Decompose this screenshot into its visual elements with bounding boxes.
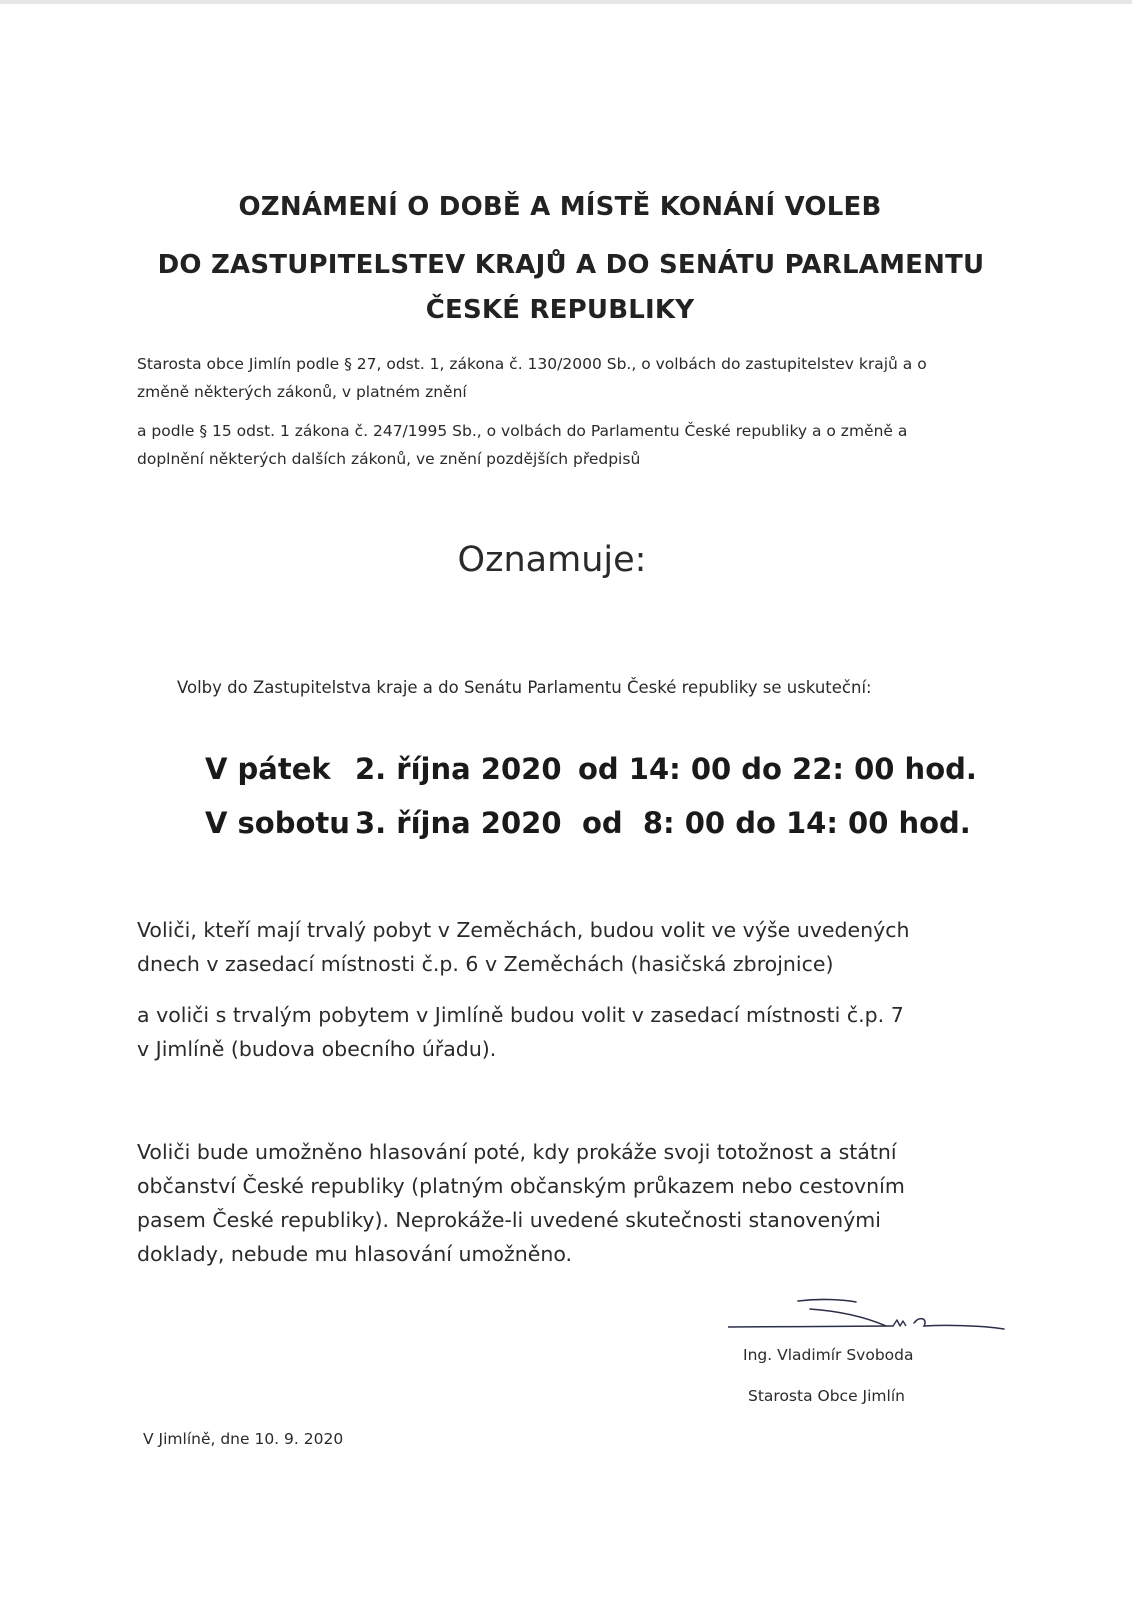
date-1-day: V pátek [205, 752, 331, 786]
date-2-date: 3. října 2020 [355, 806, 562, 840]
location-text-1-line-1: Voliči, kteří mají trvalý pobyt v Zeměchách, budou volit ve výše uvedených [137, 918, 910, 942]
location-text-2-line-2: v Jimlíně (budova obecního úřadu). [137, 1037, 497, 1061]
title-line-2: DO ZASTUPITELSTEV KRAJŮ A DO SENÁTU PARLAMENTU [157, 250, 985, 280]
signatory-role: Starosta Obce Jimlín [748, 1387, 905, 1405]
identity-text-line-1: Voliči bude umožněno hlasování poté, kdy prokáže svoji totožnost a státní [137, 1140, 897, 1164]
legal-text-1-line-1: Starosta obce Jimlín podle § 27, odst. 1, zákona č. 130/2000 Sb., o volbách do zastupitelstev krajů a o [137, 355, 927, 373]
place-date: V Jimlíně, dne 10. 9. 2020 [143, 1430, 344, 1448]
handwritten-signature [728, 1295, 1028, 1345]
location-text-2-line-1: a voliči s trvalým pobytem v Jimlíně budou volit v zasedací místnosti č.p. 7 [137, 1003, 904, 1027]
identity-text-line-2: občanství České republiky (platným občanským průkazem nebo cestovním [137, 1174, 905, 1198]
legal-text-1-line-2: změně některých zákonů, v platném znění [137, 383, 467, 401]
identity-text-line-3: pasem České republiky). Neprokáže-li uvedené skutečnosti stanovenými [137, 1208, 881, 1232]
signatory-name: Ing. Vladimír Svoboda [743, 1346, 914, 1364]
location-text-1-line-2: dnech v zasedací místnosti č.p. 6 v Zeměchách (hasičská zbrojnice) [137, 952, 834, 976]
title-line-3: ČESKÉ REPUBLIKY [425, 295, 695, 325]
date-2-day: V sobotu [205, 806, 350, 840]
election-intro: Volby do Zastupitelstva kraje a do Senátu Parlamentu České republiky se uskuteční: [177, 678, 872, 697]
title-line-1: OZNÁMENÍ O DOBĚ A MÍSTĚ KONÁNÍ VOLEB [238, 192, 882, 222]
date-2-time: od 8: 00 do 14: 00 hod. [582, 806, 971, 840]
announce-heading: Oznamuje: [457, 540, 647, 580]
date-1-date: 2. října 2020 [355, 752, 562, 786]
identity-text-line-4: doklady, nebude mu hlasování umožněno. [137, 1242, 573, 1266]
legal-text-2-line-2: doplnění některých dalších zákonů, ve znění pozdějších předpisů [137, 450, 641, 468]
date-1-time: od 14: 00 do 22: 00 hod. [578, 752, 977, 786]
scan-edge [0, 0, 1132, 4]
legal-text-2-line-1: a podle § 15 odst. 1 zákona č. 247/1995 Sb., o volbách do Parlamentu České republiky a o změně a [137, 422, 908, 440]
